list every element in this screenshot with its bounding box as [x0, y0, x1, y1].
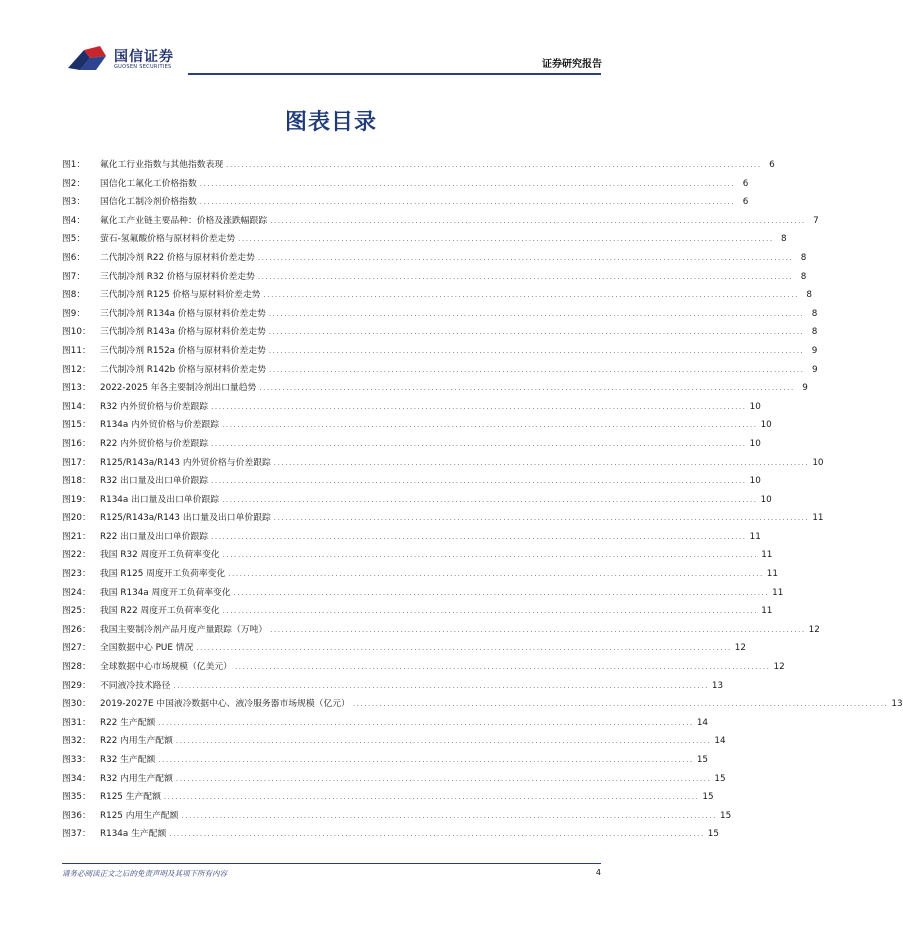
- toc-leader-dots: ............................................................................................................................................: [238, 235, 774, 244]
- toc-entry-page: 9: [811, 364, 818, 375]
- toc-entry-number: 图7：: [62, 271, 86, 282]
- toc-entry-title: R125/R143a/R143 内外贸价格与价差跟踪: [100, 457, 271, 468]
- toc-entry[interactable]: [62, 416, 772, 435]
- toc-entry-number: 图30：: [62, 699, 91, 710]
- toc-entry-number: 图23：: [62, 569, 91, 580]
- toc-entry[interactable]: [62, 732, 726, 751]
- toc-entry[interactable]: [62, 491, 772, 510]
- toc-leader-dots: ............................................................................................................................................: [257, 272, 794, 281]
- toc-leader-dots: ............................................................................................................................................: [226, 161, 762, 169]
- toc-entry-title: R134a 生产配额: [100, 829, 167, 840]
- toc-leader-dots: ............................................................................................................................................: [158, 718, 694, 727]
- toc-leader-dots: ............................................................................................................................................: [233, 588, 770, 597]
- toc-entry[interactable]: [62, 565, 778, 584]
- toc-entry-title: 国信化工制冷剂价格指数: [100, 197, 197, 208]
- toc-entry-number: 图26：: [62, 624, 91, 635]
- toc-entry-title: 二代制冷剂 R142b 价格与原材料价差走势: [100, 364, 267, 375]
- toc-entry-title: R125/R143a/R143 出口量及出口单价跟踪: [100, 513, 271, 524]
- toc-entry-title: 萤石-氢氟酸价格与原材料价差走势: [100, 234, 236, 245]
- toc-entry-number: 图17：: [62, 457, 91, 468]
- toc-entry-title: 三代制冷剂 R143a 价格与原材料价差走势: [100, 327, 266, 338]
- toc-entry-page: 10: [760, 494, 772, 505]
- toc-entry[interactable]: [62, 472, 761, 491]
- toc-leader-dots: ............................................................................................................................................: [163, 793, 700, 802]
- toc-entry[interactable]: [62, 398, 761, 417]
- toc-entry-number: 图4：: [62, 215, 86, 226]
- toc-entry-title: 三代制冷剂 R152a 价格与原材料价差走势: [100, 345, 266, 356]
- toc-entry[interactable]: [62, 677, 724, 696]
- toc-entry-title: 我国 R134a 周度开工负荷率变化: [100, 587, 231, 598]
- toc-entry-page: 10: [760, 420, 772, 431]
- toc-entry-page: 10: [749, 438, 761, 449]
- toc-leader-dots: ............................................................................................................................................: [199, 179, 736, 188]
- toc-entry[interactable]: [62, 546, 773, 565]
- toc-entry-page: 14: [696, 717, 709, 728]
- toc-entry-page: 10: [812, 457, 824, 468]
- toc-entry[interactable]: [62, 602, 773, 621]
- toc-entry-page: 11: [761, 606, 773, 617]
- toc-leader-dots: ............................................................................................................................................: [222, 421, 758, 430]
- toc-leader-dots: ............................................................................................................................................: [169, 830, 705, 839]
- toc-entry-number: 图36：: [62, 810, 91, 821]
- toc-entry-page: 8: [811, 308, 818, 319]
- toc-entry-number: 图22：: [62, 550, 91, 561]
- toc-entry-title: R134a 内外贸价格与价差跟踪: [100, 420, 220, 431]
- toc-leader-dots: ............................................................................................................................................: [211, 532, 747, 541]
- toc-entry-page: 8: [800, 271, 807, 282]
- toc-entry[interactable]: [62, 268, 807, 287]
- toc-entry-page: 10: [749, 401, 761, 412]
- toc-entry-page: 12: [773, 662, 785, 673]
- toc-leader-dots: ............................................................................................................................................: [181, 811, 717, 820]
- toc-entry-page: 15: [696, 755, 709, 765]
- toc-entry-page: 10: [749, 476, 761, 487]
- toc-entry-title: 2019-2027E 中国液冷数据中心、液冷服务器市场规模（亿元）: [100, 699, 350, 710]
- toc-leader-dots: ............................................................................................................................................: [222, 607, 759, 616]
- toc-entry-page: 15: [702, 792, 714, 803]
- toc-entry-page: 13: [711, 680, 724, 691]
- toc-entry-title: 2022-2025 年各主要制冷剂出口量趋势: [100, 383, 257, 394]
- toc-entry-number: 图3：: [62, 197, 86, 208]
- toc-leader-dots: ............................................................................................................................................: [173, 681, 709, 690]
- toc-leader-dots: ............................................................................................................................................: [273, 458, 810, 467]
- toc-entry-number: 图34：: [62, 773, 91, 784]
- toc-entry-number: 图32：: [62, 736, 91, 747]
- toc-entry[interactable]: [62, 342, 818, 361]
- toc-entry[interactable]: [62, 230, 787, 249]
- toc-entry[interactable]: [62, 305, 818, 324]
- toc-entry-number: 图10：: [62, 327, 91, 338]
- toc-entry-title: 我国 R125 周度开工负荷率变化: [100, 569, 226, 580]
- toc-leader-dots: ............................................................................................................................................: [263, 291, 799, 300]
- toc-entry-number: 图12：: [62, 364, 91, 375]
- toc-leader-dots: ............................................................................................................................................: [268, 346, 805, 355]
- toc-entry-number: 图5：: [62, 234, 86, 245]
- toc-entry[interactable]: [62, 435, 761, 454]
- toc-entry-title: 我国 R32 周度开工负荷率变化: [100, 550, 220, 561]
- toc-leader-dots: ............................................................................................................................................: [196, 644, 732, 653]
- toc-entry-title: R134a 出口量及出口单价跟踪: [100, 494, 220, 505]
- toc-entry-page: 8: [806, 290, 812, 301]
- toc-entry-page: 14: [714, 736, 726, 747]
- toc-entry-number: 图33：: [62, 755, 91, 765]
- toc-entry[interactable]: [62, 509, 824, 528]
- toc-entry-number: 图14：: [62, 401, 91, 412]
- toc-entry[interactable]: [62, 454, 824, 473]
- toc-entry[interactable]: [62, 751, 709, 770]
- toc-entry[interactable]: [62, 193, 749, 212]
- toc-entry-title: R32 生产配额: [100, 755, 156, 765]
- toc-entry-title: R125 内用生产配额: [100, 810, 179, 821]
- logo-english-name: GUOSEN SECURITIES: [114, 64, 172, 70]
- toc-entry-number: 图9：: [62, 308, 86, 319]
- toc-entry-page: 9: [802, 383, 808, 394]
- toc-entry-title: 国信化工氟化工价格指数: [100, 178, 197, 189]
- toc-entry-title: 不同液冷技术路径: [100, 680, 171, 691]
- toc-leader-dots: ............................................................................................................................................: [270, 625, 806, 634]
- toc-entry-page: 9: [811, 345, 818, 356]
- toc-leader-dots: ............................................................................................................................................: [222, 495, 758, 504]
- toc-entry-number: 图1：: [62, 160, 86, 170]
- toc-entry-title: 我国主要制冷剂产品月度产量跟踪（万吨）: [100, 624, 268, 635]
- toc-entry-page: 12: [734, 643, 746, 654]
- toc-entry-page: 8: [800, 252, 807, 263]
- toc-entry[interactable]: [62, 695, 903, 714]
- toc-entry-number: 图27：: [62, 643, 91, 654]
- toc-entry[interactable]: [62, 584, 784, 603]
- toc-entry-title: R22 生产配额: [100, 717, 156, 728]
- toc-leader-dots: ............................................................................................................................................: [158, 756, 694, 764]
- toc-entry-title: 全国数据中心 PUE 情况: [100, 643, 194, 654]
- toc-entry-page: 11: [812, 513, 824, 524]
- disclaimer-note: 请务必阅读正文之后的免责声明及其项下所有内容: [62, 869, 227, 878]
- toc-entry-number: 图16：: [62, 438, 91, 449]
- toc-entry-number: 图6：: [62, 252, 86, 263]
- toc-entry-page: 12: [808, 624, 820, 635]
- guosen-logo-icon: [66, 44, 110, 74]
- toc-leader-dots: ............................................................................................................................................: [211, 402, 747, 411]
- toc-entry-title: 三代制冷剂 R32 价格与原材料价差走势: [100, 271, 255, 282]
- toc-entry-number: 图2：: [62, 178, 86, 189]
- toc-entry-page: 11: [766, 569, 778, 580]
- toc-entry-number: 图37：: [62, 829, 91, 840]
- toc-leader-dots: ............................................................................................................................................: [268, 328, 805, 337]
- toc-entry-number: 图20：: [62, 513, 91, 524]
- toc-entry-title: 氟化工产业链主要品种：价格及涨跌幅跟踪: [100, 215, 268, 226]
- toc-entry-title: 氟化工行业指数与其他指数表现: [100, 160, 224, 170]
- toc-entry[interactable]: [62, 323, 818, 342]
- toc-entry-title: 三代制冷剂 R125 价格与原材料价差走势: [100, 290, 261, 301]
- toc-entry[interactable]: [62, 249, 807, 268]
- toc-entry-title: R125 生产配额: [100, 792, 161, 803]
- toc-entry[interactable]: [62, 379, 808, 398]
- page-header: [0, 0, 662, 80]
- toc-entry-page: 15: [707, 829, 719, 840]
- toc-entry-title: R32 内用生产配额: [100, 773, 173, 784]
- toc-entry-page: 15: [714, 773, 726, 784]
- toc-entry-number: 图25：: [62, 606, 91, 617]
- toc-entry-page: 6: [769, 160, 775, 170]
- toc-entry-page: 11: [772, 587, 784, 598]
- toc-entry[interactable]: [62, 788, 714, 807]
- toc-entry[interactable]: [62, 528, 761, 547]
- toc-leader-dots: ............................................................................................................................................: [199, 198, 736, 207]
- toc-entry-number: 图21：: [62, 531, 91, 542]
- page-number: 4: [595, 868, 601, 877]
- toc-entry[interactable]: [62, 658, 785, 677]
- toc-entry-page: 6: [742, 178, 749, 189]
- toc-leader-dots: ............................................................................................................................................: [211, 439, 747, 448]
- toc-entry-number: 图24：: [62, 587, 91, 598]
- toc-entry[interactable]: [62, 361, 818, 380]
- toc-entry-page: 13: [891, 699, 903, 710]
- toc-entry-title: 二代制冷剂 R22 价格与原材料价差走势: [100, 252, 255, 263]
- toc-entry[interactable]: [62, 286, 812, 305]
- toc-leader-dots: ............................................................................................................................................: [259, 384, 795, 393]
- toc-entry-title: 全球数据中心市场规模（亿美元）: [100, 662, 232, 673]
- toc-entry[interactable]: [62, 807, 732, 826]
- toc-leader-dots: ............................................................................................................................................: [270, 216, 806, 225]
- toc-entry-page: 7: [813, 215, 819, 226]
- toc-leader-dots: ............................................................................................................................................: [268, 309, 805, 318]
- toc-leader-dots: ............................................................................................................................................: [273, 514, 810, 523]
- toc-entry-title: 三代制冷剂 R134a 价格与原材料价差走势: [100, 308, 266, 319]
- toc-leader-dots: ............................................................................................................................................: [222, 551, 759, 560]
- toc-entry-number: 图31：: [62, 717, 91, 728]
- toc-entry-title: R32 内外贸价格与价差跟踪: [100, 401, 209, 412]
- logo-chinese-name: 国信证券: [114, 49, 174, 65]
- page-title: 图表目录: [284, 110, 377, 135]
- guosen-logo: [66, 44, 186, 76]
- toc-entry[interactable]: [62, 175, 749, 194]
- toc-leader-dots: ............................................................................................................................................: [257, 253, 794, 262]
- toc-leader-dots: ............................................................................................................................................: [234, 663, 771, 672]
- toc-entry-title: R22 内外贸价格与价差跟踪: [100, 438, 209, 449]
- toc-leader-dots: ............................................................................................................................................: [228, 570, 764, 579]
- toc-entry-number: 图13：: [62, 383, 91, 394]
- toc-entry-title: 我国 R22 周度开工负荷率变化: [100, 606, 220, 617]
- toc-entry-number: 图11：: [62, 345, 91, 356]
- toc-entry[interactable]: [62, 212, 819, 231]
- toc-entry-page: 6: [742, 197, 749, 208]
- toc-entry-page: 8: [781, 234, 787, 245]
- toc-entry-number: 图28：: [62, 662, 91, 673]
- figure-list: [62, 156, 903, 844]
- toc-entry-page: 8: [811, 327, 818, 338]
- toc-entry-number: 图8：: [62, 290, 86, 301]
- toc-leader-dots: ............................................................................................................................................: [211, 477, 747, 486]
- toc-entry-title: R32 出口量及出口单价跟踪: [100, 476, 209, 487]
- toc-entry-page: 11: [761, 550, 773, 561]
- toc-leader-dots: ............................................................................................................................................: [175, 737, 712, 746]
- header-divider: [188, 73, 601, 75]
- toc-entry[interactable]: [62, 639, 746, 658]
- toc-entry-number: 图19：: [62, 494, 91, 505]
- toc-entry-title: R22 出口量及出口单价跟踪: [100, 531, 209, 542]
- toc-entry-title: R22 内用生产配额: [100, 736, 173, 747]
- report-type-label: 证券研究报告: [542, 59, 602, 70]
- toc-entry-number: 图35：: [62, 792, 91, 803]
- toc-leader-dots: ............................................................................................................................................: [175, 774, 712, 783]
- toc-entry[interactable]: [62, 825, 719, 844]
- toc-leader-dots: ............................................................................................................................................: [269, 365, 805, 374]
- toc-entry-number: 图29：: [62, 680, 91, 691]
- toc-entry[interactable]: [62, 770, 726, 789]
- toc-entry[interactable]: [62, 714, 709, 733]
- toc-leader-dots: ............................................................................................................................................: [352, 700, 889, 709]
- toc-entry-number: 图18：: [62, 476, 91, 487]
- footer-divider: [62, 863, 601, 864]
- toc-entry[interactable]: [62, 621, 820, 640]
- toc-entry[interactable]: [62, 156, 775, 175]
- toc-entry-page: 15: [720, 810, 732, 821]
- toc-entry-page: 11: [749, 531, 761, 542]
- toc-entry-number: 图15：: [62, 420, 91, 431]
